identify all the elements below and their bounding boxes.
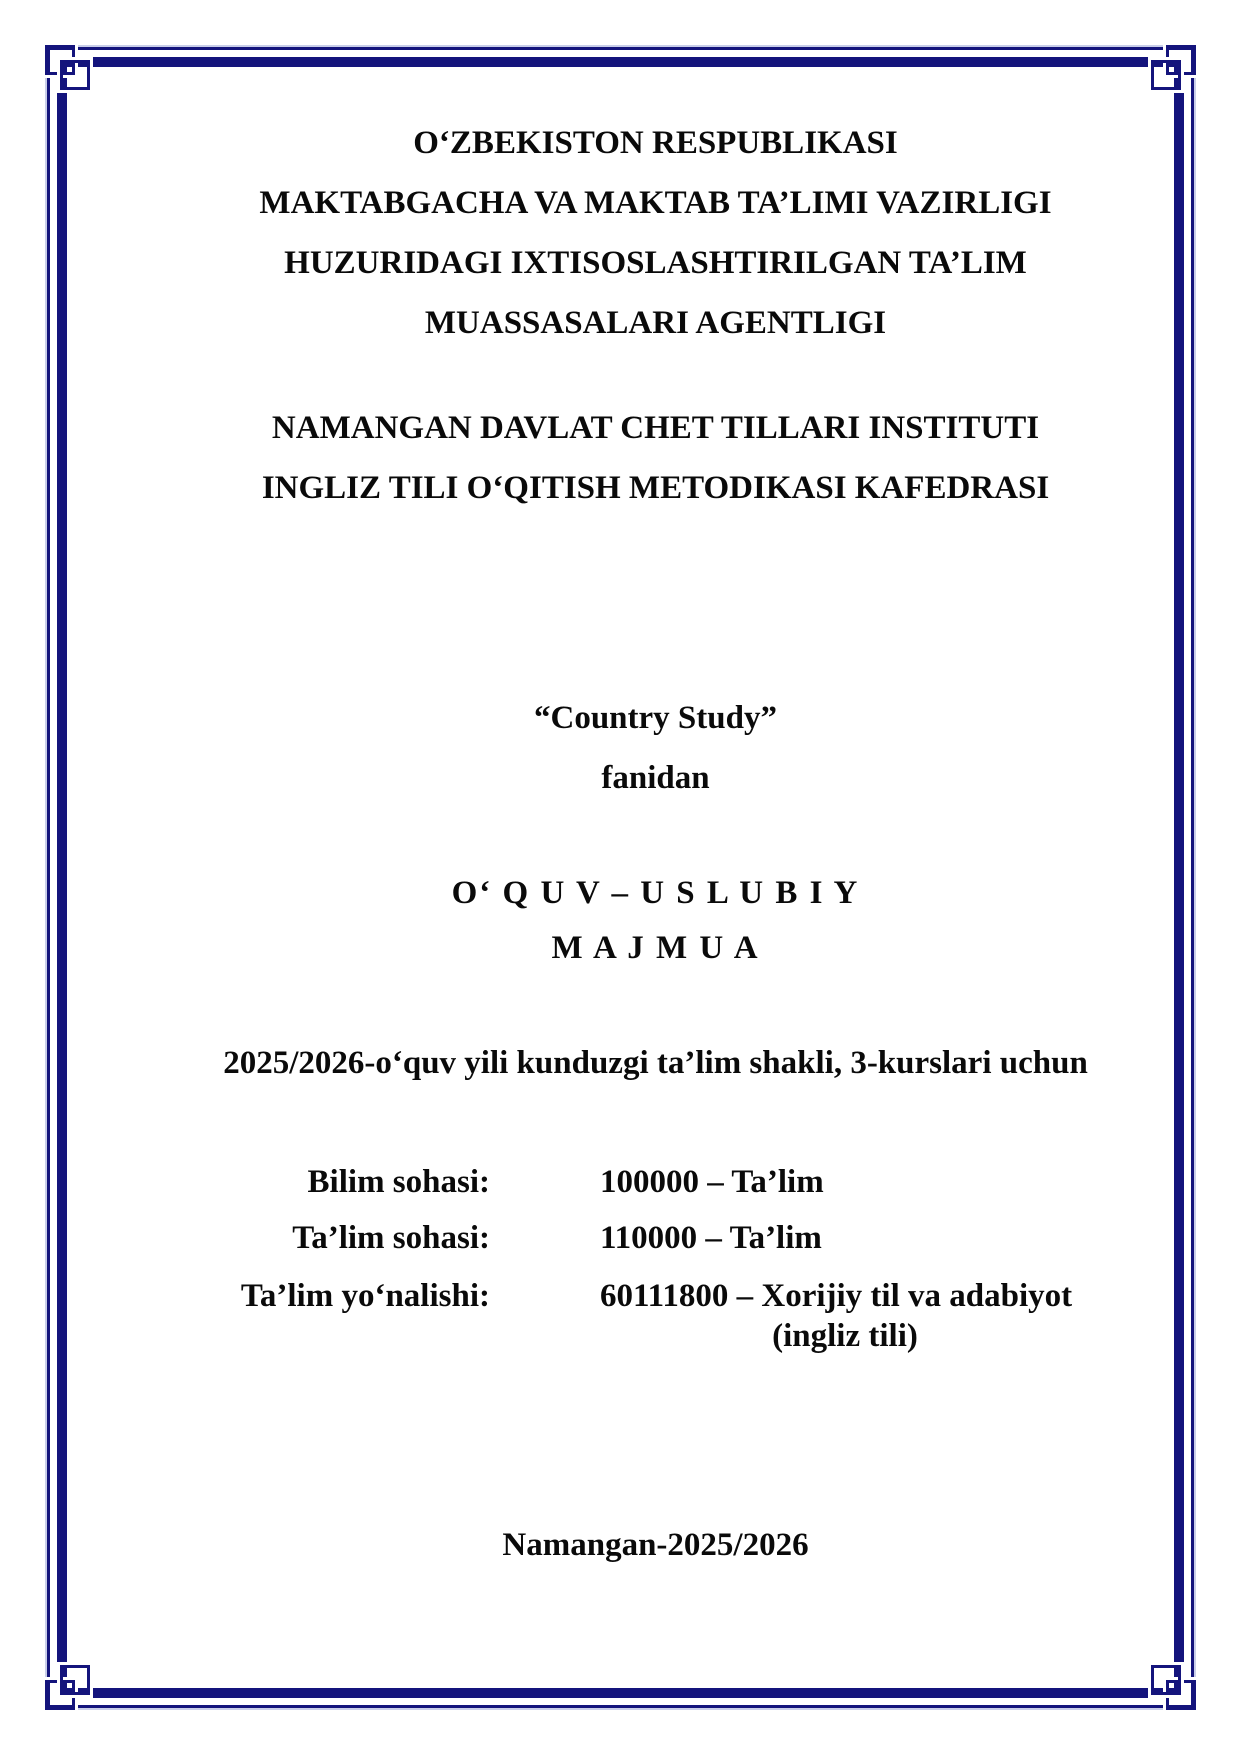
document-type-line2: M A J M U A bbox=[551, 930, 760, 966]
border-corner-ornament-bottom-right bbox=[1151, 1665, 1181, 1695]
ministry-line: HUZURIDAGI IXTISOSLASHTIRILGAN TA’LIM bbox=[284, 245, 1027, 281]
document-type-line1: O‘ Q U V – U S L U B I Y bbox=[451, 875, 860, 911]
field-row-bilim-sohasi bbox=[175, 1162, 1136, 1202]
institute-line: NAMANGAN DAVLAT CHET TILLARI INSTITUTI bbox=[271, 410, 1040, 446]
field-value: 100000 – Ta’lim bbox=[600, 1164, 824, 1200]
subject-title-block bbox=[175, 688, 1136, 808]
field-label: Ta’lim sohasi: bbox=[292, 1220, 490, 1256]
field-value: 110000 – Ta’lim bbox=[600, 1220, 822, 1256]
field-label: Ta’lim yo‘nalishi: bbox=[240, 1278, 490, 1314]
field-value bbox=[600, 1276, 1090, 1356]
ministry-line: MAKTABGACHA VA MAKTAB TA’LIMI VAZIRLIGI bbox=[259, 185, 1052, 221]
field-value-line2: (ingliz tili) bbox=[772, 1318, 918, 1354]
border-corner-ornament-top-left bbox=[60, 60, 90, 90]
subject-title: “Country Study” bbox=[534, 700, 777, 736]
border-corner-ornament-bottom-left bbox=[60, 1665, 90, 1695]
subject-subtitle: fanidan bbox=[601, 760, 710, 796]
field-row-talim-sohasi bbox=[175, 1218, 1136, 1258]
field-value-line1: 60111800 – Xorijiy til va adabiyot bbox=[600, 1278, 1073, 1314]
audience-line: 2025/2026-o‘quv yili kunduzgi ta’lim shakli, 3-kurslari uchun bbox=[223, 1045, 1088, 1081]
institute-heading bbox=[175, 398, 1136, 518]
ministry-heading bbox=[175, 113, 1136, 353]
city-year-line: Namangan-2025/2026 bbox=[502, 1527, 809, 1563]
field-label: Bilim sohasi: bbox=[307, 1164, 490, 1200]
ministry-line: MUASSASALARI AGENTLIGI bbox=[424, 305, 887, 341]
field-row-talim-yonalishi bbox=[175, 1276, 1136, 1356]
department-line: INGLIZ TILI O‘QITISH METODIKASI KAFEDRASI bbox=[261, 470, 1050, 506]
document-type-block bbox=[175, 866, 1136, 976]
ministry-line: O‘ZBEKISTON RESPUBLIKASI bbox=[413, 125, 898, 161]
border-corner-ornament-top-right bbox=[1151, 60, 1181, 90]
classification-fields bbox=[175, 1162, 1136, 1356]
